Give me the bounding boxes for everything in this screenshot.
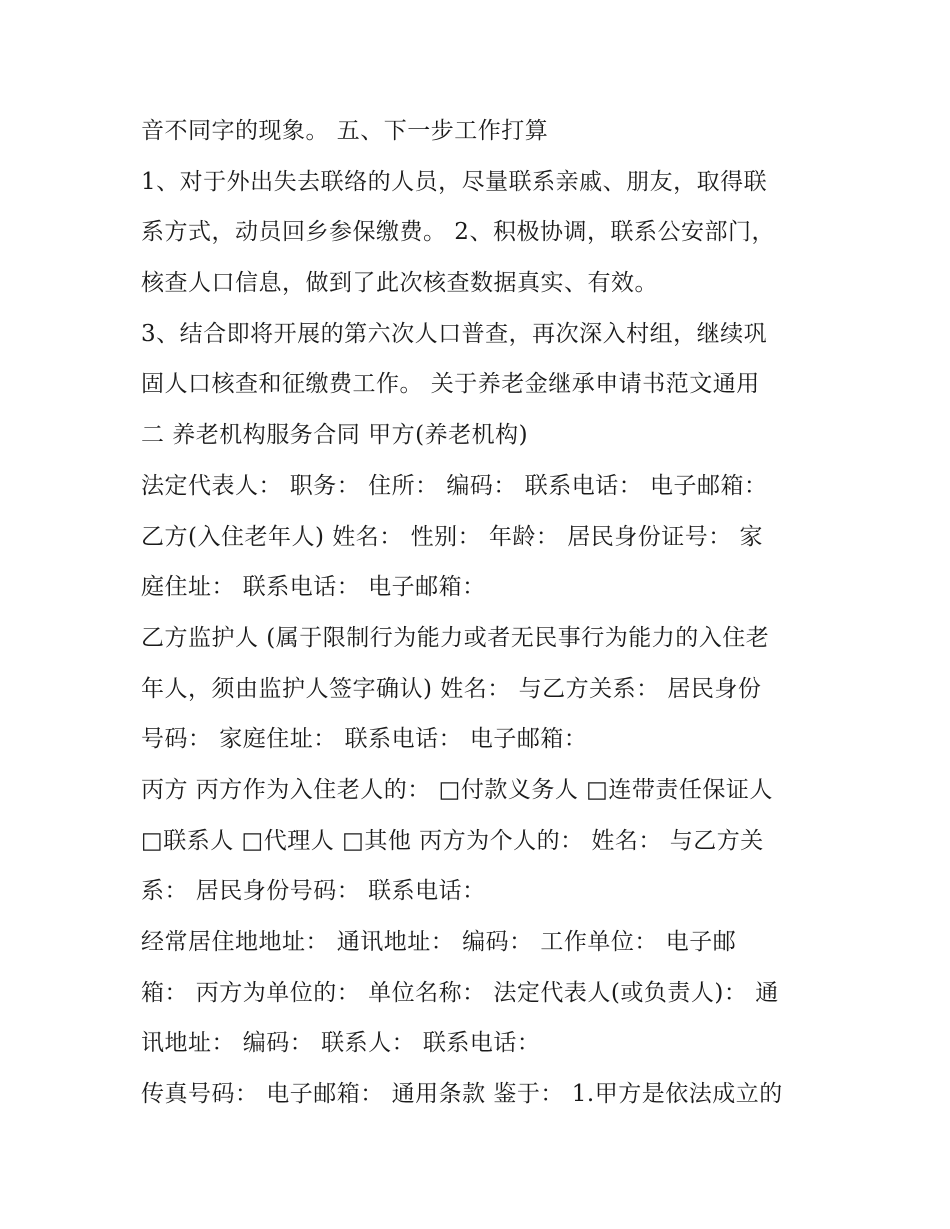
document-text-body — [141, 106, 821, 1120]
text-line: 系： 居民身份号码： 联系电话： — [141, 878, 486, 905]
text-line: 法定代表人： 职务： 住所： 编码： 联系电话： 电子邮箱： — [141, 472, 768, 499]
text-line: 箱： 丙方为单位的： 单位名称： 法定代表人(或负责人)： 通 — [141, 979, 779, 1006]
text-line: 传真号码： 电子邮箱： 通用条款 鉴于： 1.甲方是依法成立的 — [141, 1081, 783, 1108]
text-line: 音不同字的现象。 五、下一步工作打算 — [141, 118, 549, 144]
text-line: 讯地址： 编码： 联系人： 联系电话： — [141, 1030, 541, 1057]
text-line: 年人，须由监护人签字确认) 姓名： 与乙方关系： 居民身份 — [141, 675, 762, 702]
text-line: 3、结合即将开展的第六次人口普查，再次深入村组，继续巩 — [141, 320, 768, 347]
text-line: 经常居住地地址： 通讯地址： 编码： 工作单位： 电子邮 — [141, 929, 737, 955]
text-line: 核查人口信息，做到了此次核查数据真实、有效。 — [141, 270, 658, 297]
text-line: 号码： 家庭住址： 联系电话： 电子邮箱： — [141, 726, 588, 753]
text-line: 乙方监护人 (属于限制行为能力或者无民事行为能力的入住老 — [141, 624, 770, 651]
text-line: 乙方(入住老年人) 姓名： 性别： 年龄： 居民身份证号： 家 — [141, 523, 764, 550]
text-line: 丙方 丙方作为入住老人的： □付款义务人 □连带责任保证人 — [141, 776, 773, 803]
text-line: 系方式，动员回乡参保缴费。 2、积极协调，联系公安部门， — [141, 219, 775, 246]
text-line: 庭住址： 联系电话： 电子邮箱： — [141, 574, 486, 601]
text-line: 固人口核查和征缴费工作。 关于养老金继承申请书范文通用 — [141, 371, 760, 398]
text-line: 二 养老机构服务合同 甲方(养老机构) — [141, 422, 529, 449]
text-line: □联系人 □代理人 □其他 丙方为个人的： 姓名： 与乙方关 — [141, 827, 764, 854]
text-line: 1、对于外出失去联络的人员，尽量联系亲戚、朋友，取得联 — [141, 168, 768, 195]
